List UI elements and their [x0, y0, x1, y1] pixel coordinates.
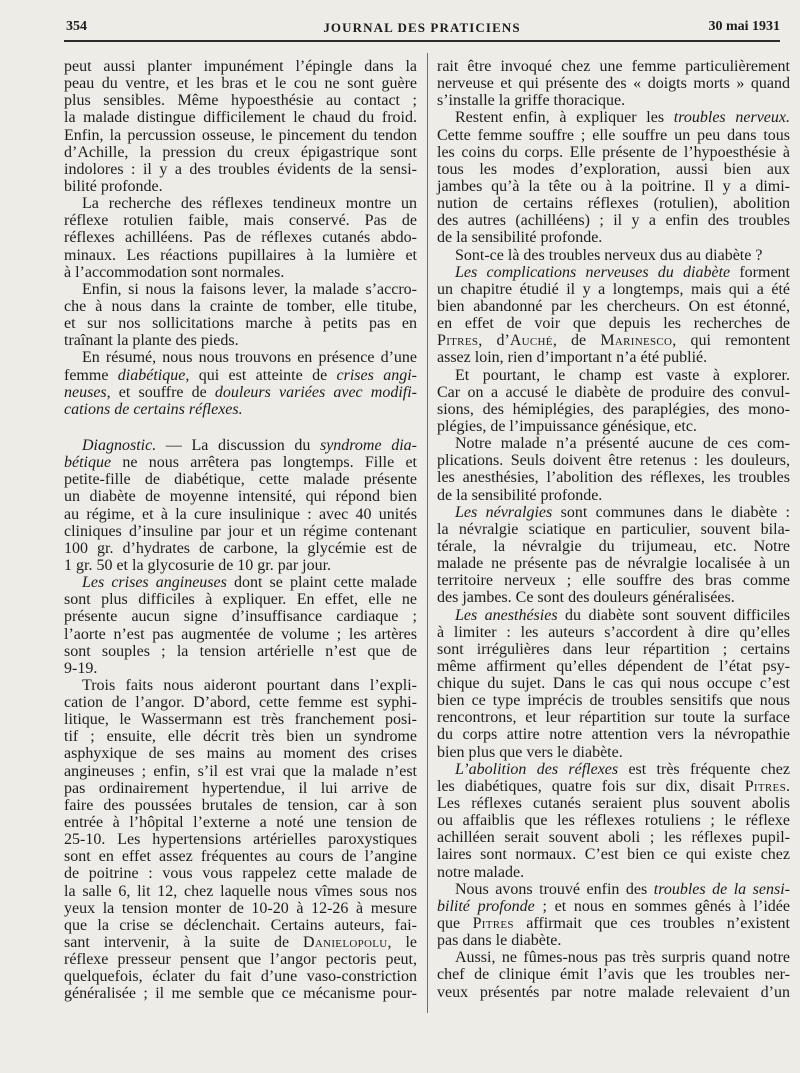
paragraph: [64, 195, 417, 281]
text-run: affirmait que ces troubles n’existent: [513, 915, 790, 933]
italic-text-run: syndrome dia-: [319, 436, 417, 454]
text-line: rencontrons, et leur répartition sur toute la surface: [437, 709, 790, 727]
header-rule: [64, 40, 780, 42]
text-line: réflexe rotulien faible, mais conservé. Pas de: [64, 212, 417, 230]
text-line: La recherche des réflexes tendineux montre un: [82, 195, 417, 213]
text-line: l’aorte n’est pas augmentée de volume ; les artères: [64, 625, 417, 643]
text-line: réflexes achilléens. Pas de réflexes cutanés abdo-: [64, 229, 417, 247]
text-line: [437, 778, 790, 795]
text-line: Et pourtant, le champ est vaste à explorer.: [455, 366, 790, 384]
text-line: des autres (achilléens) ; il y a enfin des troubles: [437, 212, 790, 230]
text-line: Enfin, la percussion osseuse, le pincement du tendon: [64, 126, 417, 144]
paragraph: [437, 109, 790, 246]
paragraph: [437, 264, 790, 367]
text-line: tous les modes d’exploration, aussi bien aux: [437, 160, 790, 178]
text-line: tif ; ensuite, elle décrit très bien un syndrome: [64, 728, 417, 746]
italic-text-run: Les névralgies: [455, 503, 553, 521]
text-line: à l’accommodation sont normales.: [64, 263, 285, 281]
text-line: bien ce type imprécis de troubles sensitifs que nous: [437, 692, 790, 710]
text-line: [437, 898, 790, 915]
running-header: [64, 14, 780, 38]
text-run: Nous avons trouvé enfin des: [455, 880, 654, 898]
text-line: plus sensibles. Même hypoesthésie au contact ;: [64, 92, 417, 110]
text-line: [64, 454, 417, 471]
text-line: sions, des hémiplégies, des paraplégies, des mono-: [437, 400, 790, 418]
text-line: bien plus que vers le diabète.: [437, 743, 623, 761]
author-name-small-caps: Pitres: [437, 332, 479, 350]
italic-text-run: Les anesthésies: [455, 606, 558, 624]
text-line: [64, 367, 417, 384]
text-line: un chapitre étudié il y a longtemps, mais qui a été: [437, 280, 790, 298]
text-run: sont communes dans le diabète :: [552, 503, 790, 521]
paragraph: [437, 504, 790, 607]
italic-text-run: troubles de la sensi-: [653, 880, 791, 898]
text-run: sant intervenir, à la suite de: [64, 934, 303, 952]
italic-text-run: Les complications nerveuses du diabète: [455, 263, 731, 281]
text-line: bien abandonné par les chercheurs. On est étonné,: [437, 297, 790, 315]
paragraph: [64, 574, 417, 677]
text-line: yeux la tension monter de 10-20 à 12-26 à mesure: [64, 899, 417, 917]
text-line: que la crise se déclenchait. Certains auteurs, fai-: [64, 916, 417, 934]
text-line: Aussi, ne fûmes-nous pas très surpris quand notre: [455, 949, 790, 967]
text-run: que: [437, 915, 473, 933]
text-line: cliniques d’insuline par jour et un régime contenant: [64, 522, 417, 540]
text-line: les coins du corps. Elle présente de l’hypoesthésie à: [437, 143, 790, 161]
text-line: petite-fille de diabétique, cette malade présente: [64, 471, 417, 489]
text-line: 25-10. Les hypertensions artérielles paroxystiques: [64, 831, 417, 849]
text-run: , de: [552, 332, 601, 350]
text-line: rait être invoqué chez une femme particulièrement: [437, 58, 790, 75]
text-line: 100 gr. d’hydrates de carbone, la glycémie est de: [64, 539, 417, 557]
text-line: d’Achille, la pression du creux épigastrique sont: [64, 143, 417, 161]
text-line: Les réflexes cutanés seraient plus souvent abolis: [437, 795, 790, 813]
text-line: cation de l’angor. D’abord, cette femme est syphi-: [64, 694, 417, 712]
text-run: , et souffre de: [106, 383, 215, 401]
text-line: du corps attire notre attention vers la névropathie: [437, 726, 790, 744]
text-line: che à nous dans la crainte de tomber, elle titube,: [64, 297, 417, 315]
text-line: jambes qu’à la tête ou à la poitrine. Il y a dimi-: [437, 177, 790, 195]
paragraph: [437, 247, 790, 264]
text-line: sont irrégulières dans leur répartition ; certains: [437, 640, 790, 658]
text-line: litique, le Wassermann est très franchement posi-: [64, 711, 417, 729]
text-run: .: [786, 777, 790, 795]
author-name-small-caps: Pitres: [472, 915, 514, 933]
italic-text-run: troubles nerveux.: [673, 109, 791, 127]
italic-text-run: neuses: [64, 383, 107, 401]
left-column: [64, 58, 417, 1003]
italic-text-run: douleurs variées avec modifi-: [214, 383, 418, 401]
paragraph: [64, 437, 417, 574]
text-line: de poitrine : vous vous rappelez cette malade de: [64, 865, 417, 883]
author-name-small-caps: Marinesco: [600, 332, 673, 350]
author-name-small-caps: Danielopolu: [303, 934, 388, 952]
text-run: ; et nous en sommes gênés à l’idée: [534, 897, 791, 915]
text-run: , qui est atteinte de: [185, 366, 337, 384]
text-line: plégies, de l’impuissance génésique, etc.: [437, 417, 697, 435]
italic-text-run: bétique: [64, 454, 112, 472]
italic-text-run: crises angi-: [336, 366, 417, 384]
text-run: forment: [730, 263, 790, 281]
text-line: indolores : il y a des troubles évidents de la sensi-: [64, 160, 417, 178]
text-line: [437, 332, 790, 349]
text-run: du diabète sont souvent difficiles: [557, 606, 790, 624]
text-line: sont souples ; la tension artérielle n’est que de: [64, 642, 417, 660]
text-line: nerveuse et qui présente des « doigts morts » quand: [437, 75, 790, 93]
text-line: entrée à l’hôpital l’externe a noté une tension de: [64, 814, 417, 832]
journal-title: JOURNAL DES PRATICIENS: [323, 20, 521, 35]
text-line: Notre malade n’a présenté aucune de ces com-: [455, 435, 790, 453]
text-line: nution de certains réflexes (rotulien), abolition: [437, 195, 790, 213]
text-line: [437, 607, 790, 624]
text-run: les diabétiques, quatre fois sur dix, disait: [437, 777, 745, 795]
text-line: des jambes. Ce sont des douleurs généralisées.: [437, 589, 735, 607]
text-line: asphyxique de ses mains au moment des crises: [64, 745, 417, 763]
text-line: s’installe la griffe thoracique.: [437, 92, 626, 110]
text-run: femme: [64, 366, 118, 384]
text-line: veux présentés par notre malade relevaient d’un: [437, 983, 790, 1001]
text-line: Sont-ce là des troubles nerveux dus au diabète ?: [455, 246, 763, 264]
italic-text-run: Diagnostic.: [82, 436, 157, 454]
text-run: dont se plaint cette malade: [226, 574, 418, 592]
text-line: malade ne présente pas de névralgie localisée à un: [437, 555, 790, 573]
text-line: chique du sujet. Dans le cas qui nous occupe c’est: [437, 675, 790, 693]
text-line: [437, 264, 790, 281]
text-run: Restent enfin, à expliquer les: [455, 109, 674, 127]
text-run: , qui remontent: [672, 332, 791, 350]
text-line: généralisée ; il me semble que ce mécanisme pour-: [64, 985, 417, 1003]
text-line: [437, 915, 790, 932]
paragraph: [437, 881, 790, 950]
text-line: de la sensibilité profonde.: [437, 229, 603, 247]
text-line: plications. Seuls doivent être retenus : les douleurs,: [437, 452, 790, 470]
italic-text-run: bilité profonde: [437, 897, 535, 915]
text-line: [437, 109, 790, 126]
text-line: angineuses ; enfin, s’il est vrai que la malade n’est: [64, 762, 417, 780]
text-line: En résumé, nous nous trouvons en présence d’une: [82, 349, 417, 367]
text-line: faire des poussées brutales de tension, car à son: [64, 796, 417, 814]
text-run: , d’: [478, 332, 510, 350]
author-name-small-caps: Pitres: [744, 777, 786, 795]
text-line: la malade distingue difficilement le chaud du froid.: [64, 109, 417, 127]
text-line: quelquefois, éclater du fait d’une vaso-constriction: [64, 968, 417, 986]
text-line: chef de clinique émit l’avis que les troubles ner-: [437, 966, 790, 984]
text-line: à limiter : les auteurs s’accordent à dire qu’elles: [437, 623, 790, 641]
text-line: [437, 504, 790, 521]
text-line: sont plus difficiles à expliquer. En effet, elle ne: [64, 591, 417, 609]
text-line: bilité profonde.: [64, 177, 163, 195]
italic-text-run: Les crises angineuses: [82, 574, 227, 592]
text-line: pas ordinairement hypertendue, il lui arrive de: [64, 779, 417, 797]
text-line: Cette femme souffre ; elle souffre un peu dans tous: [437, 126, 790, 144]
paragraph: [437, 949, 790, 1000]
right-column: [437, 58, 790, 1001]
text-run: est très fréquente chez: [618, 760, 790, 778]
text-line: [64, 574, 417, 591]
text-line: un diabète de moyenne intensité, qui répond bien: [64, 488, 417, 506]
issue-date: 30 mai 1931: [708, 19, 780, 34]
text-line: de la sensibilité profonde.: [437, 486, 603, 504]
text-line: [64, 437, 417, 454]
paragraph: [64, 349, 417, 418]
text-line: les anesthésies, l’abolition des réflexes, les troubles: [437, 469, 790, 487]
text-line: achilléen serait souvent aboli ; les réflexes pupil-: [437, 829, 790, 847]
text-line: [437, 761, 790, 778]
italic-text-run: diabétique: [117, 366, 186, 384]
text-line: présente aucun signe d’insuffisance cardiaque ;: [64, 608, 417, 626]
text-line: [64, 384, 417, 401]
text-line: laires sont normaux. C’est bien ce qui existe chez: [437, 846, 790, 864]
italic-text-run: cations de certains réflexes.: [64, 400, 243, 418]
text-line: [437, 881, 790, 898]
text-line: 1 gr. 50 et la glycosurie de 10 gr. par jour.: [64, 556, 332, 574]
text-run: — La discussion du: [156, 436, 320, 454]
text-line: térale, la névralgie du trijumeau, etc. Notre: [437, 537, 790, 555]
text-line: même affirment qu’elles dépendent de l’état psy-: [437, 657, 790, 675]
text-line: en effet de voir que depuis les recherches de: [437, 315, 790, 333]
text-run: , le: [387, 934, 418, 952]
paragraph: [64, 58, 417, 195]
text-line: au régime, et à la cure insulinique : avec 40 unités: [64, 505, 417, 523]
text-line: Enfin, si nous la faisons lever, la malade s’accro-: [82, 280, 417, 298]
paragraph: [64, 281, 417, 350]
paragraph: [437, 761, 790, 881]
text-line: traînant la plante des pieds.: [64, 332, 239, 350]
text-line: la névralgie sciatique en particulier, souvent bila-: [437, 520, 790, 538]
text-line: territoire nerveux ; elle souffre des bras comme: [437, 572, 790, 590]
text-line: [64, 934, 417, 951]
page-number: 354: [66, 19, 87, 34]
paragraph: [437, 435, 790, 504]
text-line: Trois faits nous aideront pourtant dans l’expli-: [82, 676, 417, 694]
text-line: [64, 401, 417, 418]
text-line: et sur nos sollicitations marche à petits pas en: [64, 315, 417, 333]
text-line: sont en effet assez fréquentes au cours de l’angine: [64, 848, 417, 866]
paragraph: [437, 58, 790, 109]
text-line: peut aussi planter impunément l’épingle dans la: [64, 58, 417, 75]
paragraph: [64, 677, 417, 1003]
text-line: minaux. Les réactions pupillaires à la lumière et: [64, 246, 417, 264]
text-line: la salle 6, lit 12, chez laquelle nous vîmes sous nos: [64, 882, 417, 900]
author-name-small-caps: Auché: [509, 332, 553, 350]
text-line: Car on a accusé le diabète de produire des convul-: [437, 383, 790, 401]
column-divider: [427, 53, 428, 1013]
text-line: pas dans le diabète.: [437, 932, 562, 950]
paragraph: [437, 607, 790, 761]
text-line: assez loin, rien d’important n’a été publié.: [437, 349, 708, 367]
paragraph: [437, 367, 790, 436]
text-line: ou affaiblis que les réflexes rotuliens ; le réflexe: [437, 812, 790, 830]
italic-text-run: L’abolition des réflexes: [455, 760, 619, 778]
text-line: notre malade.: [437, 863, 525, 881]
text-line: 9-19.: [64, 659, 98, 677]
text-run: ne nous arrêtera pas longtemps. Fille et: [111, 454, 417, 472]
text-line: réflexe presseur pensent que l’angor pectoris peut,: [64, 951, 417, 969]
text-line: peau du ventre, et les bras et le cou ne sont guère: [64, 75, 417, 93]
